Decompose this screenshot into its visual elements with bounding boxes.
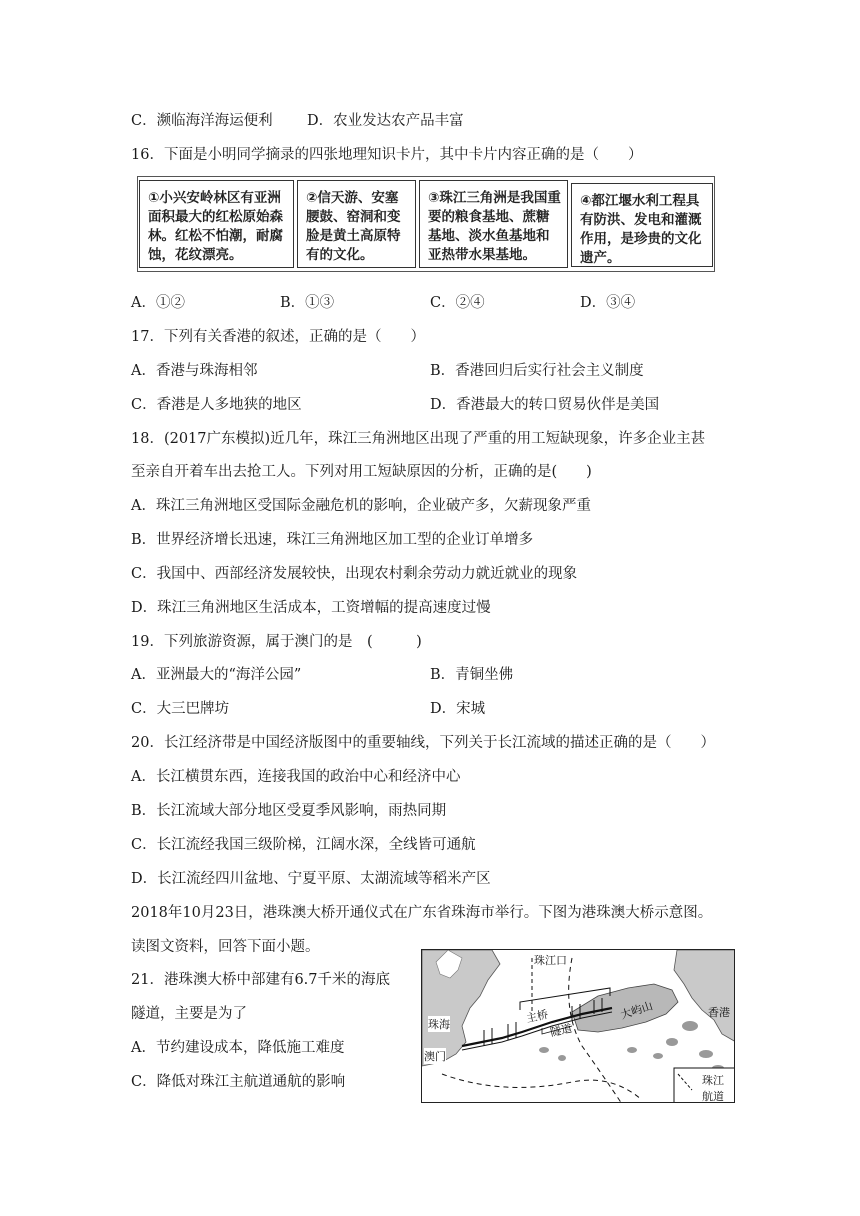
q20-option-d: D．长江流经四川盆地、宁夏平原、太湖流域等稻米产区	[131, 871, 491, 887]
bridge-map	[421, 949, 735, 1103]
map-legend-line2: 航道	[702, 1090, 724, 1103]
q20-option-b: B．长江流域大部分地区受夏季风影响，雨热同期	[131, 803, 447, 819]
knowledge-card-3: ③珠江三角洲是我国重要的粮食基地、蔗糖基地、淡水鱼基地和亚热带水果基地。	[419, 180, 568, 268]
q18-option-d: D．珠江三角洲地区生活成本，工资增幅的提高速度过慢	[131, 600, 491, 616]
q20-stem: 20．长江经济带是中国经济版图中的重要轴线，下列关于长江流域的描述正确的是（ ）	[131, 735, 715, 751]
q21-option-c: C．降低对珠江主航道通航的影响	[131, 1074, 346, 1090]
q19-stem: 19．下列旅游资源，属于澳门的是 ( )	[131, 634, 422, 650]
q17-option-c: C．香港是人多地狭的地区	[131, 397, 302, 413]
q16-stem: 16．下面是小明同学摘录的四张地理知识卡片，其中卡片内容正确的是（ ）	[131, 147, 643, 163]
q18-option-b: B．世界经济增长迅速，珠江三角洲地区加工型的企业订单增多	[131, 532, 534, 548]
q16-option-b: B．①③	[280, 295, 335, 311]
q21-stem-line1: 21．港珠澳大桥中部建有6.7千米的海底	[131, 972, 391, 988]
map-label-zhujiangkou: 珠江口	[534, 954, 567, 967]
q16-option-c: C．②④	[430, 295, 485, 311]
q15-option-d: D．农业发达农产品丰富	[307, 113, 464, 129]
intro-line2: 读图文资料，回答下面小题。	[131, 939, 320, 955]
knowledge-card-2: ②信天游、安塞腰鼓、窑洞和变脸是黄土高原特有的文化。	[297, 180, 416, 268]
map-label-dayushan: 大屿山	[618, 999, 655, 1022]
map-label-tunnel: 隧道	[548, 1021, 574, 1040]
q16-option-a: A．①②	[131, 295, 185, 311]
q20-option-a: A．长江横贯东西，连接我国的政治中心和经济中心	[131, 769, 461, 785]
q19-option-a: A．亚洲最大的“海洋公园”	[131, 667, 302, 683]
q21-option-a: A．节约建设成本，降低施工难度	[131, 1040, 345, 1056]
q19-option-b: B．青铜坐佛	[430, 667, 514, 683]
map-label-main-bridge: 主桥	[524, 1007, 550, 1026]
q17-stem: 17．下列有关香港的叙述，正确的是（ ）	[131, 329, 425, 345]
q15-option-c: C．濒临海洋海运便利	[131, 113, 273, 129]
q17-option-b: B．香港回归后实行社会主义制度	[430, 363, 644, 379]
map-legend-line1: 珠江	[702, 1074, 724, 1087]
map-label-hongkong: 香港	[708, 1006, 730, 1019]
intro-line1: 2018年10月23日，港珠澳大桥开通仪式在广东省珠海市举行。下图为港珠澳大桥示意图。	[131, 905, 713, 921]
map-label-zhuhai: 珠海	[428, 1018, 450, 1031]
map-label-macao: 澳门	[424, 1050, 446, 1063]
q18-stem-line1: 18．(2017广东模拟)近几年，珠江三角洲地区出现了严重的用工短缺现象，许多企业主甚	[131, 431, 706, 447]
q16-option-d: D．③④	[580, 295, 636, 311]
knowledge-card-4: ④都江堰水利工程具有防洪、发电和灌溉作用，是珍贵的文化遗产。	[571, 183, 713, 267]
q18-stem-line2: 至亲自开着车出去抢工人。下列对用工短缺原因的分析，正确的是( )	[131, 464, 592, 480]
q18-option-c: C．我国中、西部经济发展较快，出现农村剩余劳动力就近就业的现象	[131, 566, 578, 582]
q19-option-c: C．大三巴牌坊	[131, 701, 230, 717]
q17-option-a: A．香港与珠海相邻	[131, 363, 258, 379]
q17-option-d: D．香港最大的转口贸易伙伴是美国	[430, 397, 660, 413]
bridge-map-graphic	[422, 950, 735, 1103]
q18-option-a: A．珠江三角洲地区受国际金融危机的影响，企业破产多，欠薪现象严重	[131, 498, 591, 514]
q20-option-c: C．长江流经我国三级阶梯，江阔水深，全线皆可通航	[131, 837, 476, 853]
q19-option-d: D．宋城	[430, 701, 486, 717]
knowledge-card-1: ①小兴安岭林区有亚洲面积最大的红松原始森林。红松不怕潮，耐腐蚀，花纹漂亮。	[139, 180, 294, 268]
q21-stem-line2: 隧道，主要是为了	[131, 1006, 247, 1022]
